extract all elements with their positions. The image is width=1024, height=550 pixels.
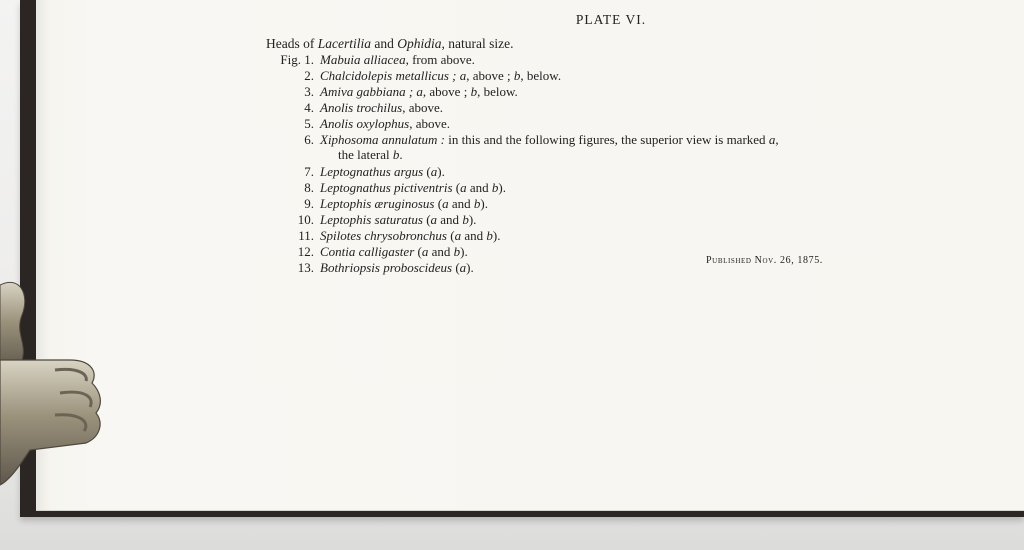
view-letter: a	[421, 244, 429, 259]
plate-intro	[266, 36, 513, 52]
view-letter: a	[459, 68, 467, 83]
figure-number: 12.	[297, 244, 314, 259]
species-name: Leptognathus pictiventris	[320, 180, 453, 195]
species-name: Spilotes chrysobronchus	[320, 228, 447, 243]
note-part: ).	[468, 212, 477, 227]
species-name: Leptophis æruginosus	[320, 196, 435, 211]
species-name: Bothriopsis proboscideus	[320, 260, 453, 275]
view-letter: b	[486, 228, 493, 243]
view-letter: a	[459, 260, 467, 275]
view-letter: a	[768, 132, 776, 147]
note-part: (	[426, 212, 431, 227]
view-letter: a	[442, 196, 449, 211]
intro-and: and	[370, 36, 398, 51]
figure-row-5	[254, 116, 450, 132]
book-page	[36, 0, 1024, 511]
figure-row-13	[254, 260, 474, 276]
note-part: , above ;	[422, 84, 471, 99]
species-name: Xiphosoma annulatum :	[320, 132, 445, 147]
note-part: ).	[460, 244, 468, 259]
figure-number: 9.	[304, 196, 314, 211]
figure-row-10	[254, 212, 476, 228]
note-part: ).	[480, 196, 488, 211]
book-clip-icon	[0, 275, 120, 505]
figure-row-3	[254, 84, 518, 100]
figure-row-11	[254, 228, 500, 244]
note-part: and	[461, 228, 487, 243]
note-part: ).	[492, 228, 501, 243]
species-name: Anolis trochilus	[320, 100, 403, 115]
species-name: Chalcidolepis metallicus ;	[320, 68, 457, 83]
figure-number: 5.	[304, 116, 314, 131]
figure-row-8	[254, 180, 506, 196]
figure-number: 11.	[298, 228, 314, 243]
note-part: the lateral	[338, 147, 393, 162]
note-part: (	[417, 244, 422, 259]
intro-taxon-ophidia: Ophidia	[397, 36, 442, 51]
view-letter: b	[470, 84, 478, 99]
plate-title: PLATE VI.	[575, 12, 647, 27]
figure-number: 2.	[304, 68, 314, 83]
species-name: Contia calligaster	[320, 244, 415, 259]
view-letter: a	[460, 180, 467, 195]
note-part: and	[428, 244, 454, 259]
figure-number: Fig. 1.	[280, 52, 314, 67]
intro-prefix: Heads of	[266, 36, 318, 51]
figure-note: in this and the following figures, the superior view is marked	[444, 132, 769, 147]
figure-note: , above.	[409, 116, 450, 131]
species-name: Amiva gabbiana ;	[320, 84, 414, 99]
view-letter: b	[392, 147, 400, 162]
note-part: ,	[775, 132, 779, 147]
species-name: Mabuia alliacea	[320, 52, 406, 67]
note-part: , below.	[520, 68, 562, 83]
note-part: (	[455, 260, 460, 275]
note-part: (	[437, 196, 443, 211]
view-letter: a	[430, 164, 438, 179]
figure-number: 4.	[304, 100, 314, 115]
figure-row-1	[254, 52, 475, 68]
view-letter: a	[430, 212, 438, 227]
note-part: .	[399, 147, 403, 162]
note-part: ).	[466, 260, 474, 275]
intro-taxon-lacertilia: Lacertilia	[317, 36, 371, 51]
intro-suffix: , natural size.	[441, 36, 514, 51]
figure-number: 8.	[304, 180, 314, 195]
view-letter: b	[462, 212, 469, 227]
species-name: Anolis oxylophus	[320, 116, 410, 131]
note-part: (	[455, 180, 461, 195]
figure-row-6	[254, 132, 779, 148]
figure-note: , above.	[402, 100, 444, 115]
figure-row-7	[254, 164, 445, 180]
note-part: (	[450, 228, 455, 243]
figure-row-6-continuation	[338, 147, 403, 163]
figure-row-12	[254, 244, 468, 260]
figure-number: 13.	[297, 260, 314, 275]
figure-row-9	[254, 196, 488, 212]
note-part: , below.	[477, 84, 518, 99]
view-letter: b	[491, 180, 499, 195]
figure-number: 3.	[304, 84, 314, 99]
figure-number: 7.	[304, 164, 314, 179]
note-part: and	[448, 196, 474, 211]
note-part: ).	[498, 180, 506, 195]
note-part: (	[426, 164, 431, 179]
note-part: and	[437, 212, 463, 227]
figure-number: 10.	[297, 212, 314, 227]
species-name: Leptophis saturatus	[320, 212, 423, 227]
species-name: Leptognathus argus	[320, 164, 424, 179]
note-part: and	[466, 180, 492, 195]
note-part: , above ;	[466, 68, 514, 83]
note-part: ).	[437, 164, 445, 179]
page-text	[36, 0, 1024, 511]
view-letter: b	[453, 244, 461, 259]
view-letter: a	[454, 228, 462, 243]
view-letter: b	[473, 196, 481, 211]
view-letter: b	[513, 68, 521, 83]
figure-note: , from above.	[405, 52, 475, 67]
figure-row-4	[254, 100, 443, 116]
view-letter: a	[416, 84, 423, 99]
figure-row-2	[254, 68, 561, 84]
figure-number: 6.	[304, 132, 314, 147]
publication-date: Published Nov. 26, 1875.	[706, 255, 823, 266]
